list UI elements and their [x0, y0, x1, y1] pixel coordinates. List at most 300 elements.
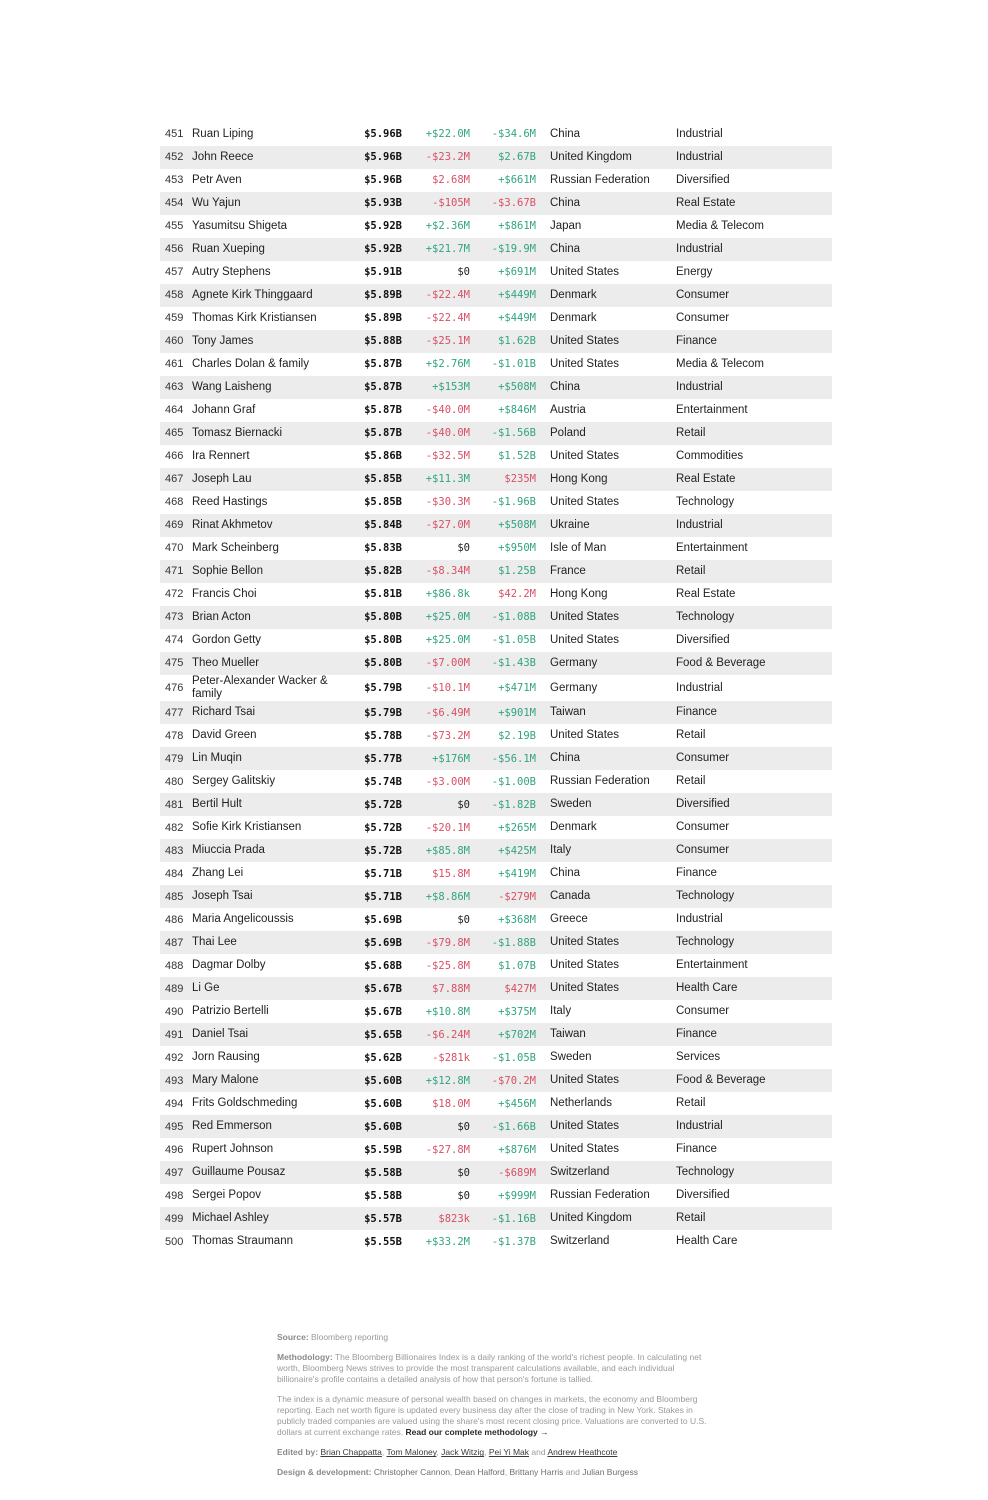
daily-change-cell: -$27.0M [425, 519, 470, 532]
ytd-change-cell: +$419M [498, 867, 536, 880]
daily-change-cell: $0 [457, 1166, 470, 1179]
industry-cell: Entertainment [676, 541, 748, 554]
country-cell: Canada [550, 890, 591, 903]
ytd-change-cell: +$950M [498, 542, 536, 555]
country-cell: United Kingdom [550, 1212, 632, 1225]
table-row[interactable] [160, 583, 832, 606]
daily-change-cell: -$6.49M [425, 706, 470, 719]
ytd-change-cell: +$661M [498, 174, 536, 187]
country-cell: China [550, 867, 581, 880]
industry-cell: Retail [676, 564, 706, 577]
footer [277, 1332, 709, 1487]
ytd-change-cell: $1.62B [498, 335, 536, 348]
net-worth-cell: $5.93B [364, 197, 402, 210]
rank-cell: 471 [165, 565, 184, 578]
ytd-change-cell: -$3.67B [491, 197, 536, 210]
ytd-change-cell: $1.52B [498, 450, 536, 463]
table-row[interactable] [160, 652, 832, 675]
ytd-change-cell: $42.2M [498, 588, 536, 601]
ytd-change-cell: +$846M [498, 404, 536, 417]
table-row[interactable] [160, 606, 832, 629]
name-cell: David Green [192, 729, 257, 742]
table-row[interactable] [160, 1023, 832, 1046]
table-row[interactable] [160, 537, 832, 560]
table-row[interactable] [160, 146, 832, 169]
rank-cell: 453 [165, 174, 184, 187]
table-row[interactable] [160, 1000, 832, 1023]
net-worth-cell: $5.71B [364, 867, 402, 880]
billionaires-table [160, 123, 832, 1253]
table-row[interactable] [160, 169, 832, 192]
rank-cell: 475 [165, 657, 184, 670]
designers-list: Christopher Cannon, Dean Halford, Brittany Harris and Julian Burgess [373, 1467, 638, 1478]
table-row[interactable] [160, 261, 832, 284]
table-row[interactable] [160, 1138, 832, 1161]
table-row[interactable] [160, 192, 832, 215]
ytd-change-cell: +$999M [498, 1189, 536, 1202]
industry-cell: Food & Beverage [676, 1074, 766, 1087]
industry-cell: Retail [676, 1212, 706, 1225]
net-worth-cell: $5.89B [364, 312, 402, 325]
net-worth-cell: $5.72B [364, 821, 402, 834]
daily-change-cell: -$281k [432, 1051, 470, 1064]
design-label: Design & development: [277, 1467, 372, 1478]
industry-cell: Finance [676, 1028, 717, 1041]
name-cell: Sergei Popov [192, 1189, 262, 1202]
table-row[interactable] [160, 491, 832, 514]
table-row[interactable] [160, 931, 832, 954]
name-cell: Guillaume Pousaz [192, 1166, 286, 1179]
table-row[interactable] [160, 724, 832, 747]
country-cell: China [550, 242, 581, 255]
name-cell: Ruan Liping [192, 127, 254, 140]
credit-name[interactable]: Andrew Heathcote [547, 1447, 618, 1458]
credit-name[interactable]: Brian Chappatta [320, 1447, 382, 1458]
net-worth-cell: $5.67B [364, 982, 402, 995]
rank-cell: 491 [165, 1028, 184, 1041]
daily-change-cell: $0 [457, 542, 470, 555]
industry-cell: Diversified [676, 1189, 730, 1202]
country-cell: Taiwan [550, 706, 586, 719]
table-row[interactable] [160, 954, 832, 977]
daily-change-cell: +$86.8k [425, 588, 470, 601]
industry-cell: Retail [676, 729, 706, 742]
net-worth-cell: $5.86B [364, 450, 402, 463]
rank-cell: 490 [165, 1005, 184, 1018]
daily-change-cell: $0 [457, 913, 470, 926]
rank-cell: 482 [165, 821, 184, 834]
rank-cell: 470 [165, 542, 184, 555]
country-cell: United States [550, 959, 620, 972]
net-worth-cell: $5.80B [364, 611, 402, 624]
editors-list: Brian Chappatta, Tom Maloney, Jack Witzig, Pei Yi Mak and Andrew Heathcote [320, 1447, 618, 1458]
name-cell: Petr Aven [192, 173, 242, 186]
ytd-change-cell: -$1.08B [491, 611, 536, 624]
country-cell: France [550, 564, 586, 577]
ytd-change-cell: -$1.96B [491, 496, 536, 509]
rank-cell: 485 [165, 890, 184, 903]
country-cell: Switzerland [550, 1235, 610, 1248]
industry-cell: Retail [676, 775, 706, 788]
daily-change-cell: -$3.00M [425, 775, 470, 788]
daily-change-cell: -$79.8M [425, 936, 470, 949]
net-worth-cell: $5.67B [364, 1005, 402, 1018]
rank-cell: 459 [165, 312, 184, 325]
daily-change-cell: $18.0M [432, 1097, 470, 1110]
industry-cell: Industrial [676, 681, 723, 694]
name-cell: Tomasz Biernacki [192, 426, 283, 439]
rank-cell: 478 [165, 729, 184, 742]
name-cell: Sofie Kirk Kristiansen [192, 821, 302, 834]
country-cell: United Kingdom [550, 150, 632, 163]
name-cell: Daniel Tsai [192, 1028, 249, 1041]
ytd-change-cell: $235M [504, 473, 536, 486]
daily-change-cell: +$8.86M [425, 890, 470, 903]
daily-change-cell: +$22.0M [425, 128, 470, 141]
name-cell: Reed Hastings [192, 495, 268, 508]
country-cell: Taiwan [550, 1028, 586, 1041]
credit-name: Dean Halford [454, 1467, 505, 1478]
industry-cell: Media & Telecom [676, 357, 764, 370]
industry-cell: Retail [676, 1097, 706, 1110]
name-cell: Zhang Lei [192, 867, 244, 880]
table-row[interactable] [160, 238, 832, 261]
industry-cell: Industrial [676, 150, 723, 163]
daily-change-cell: -$25.8M [425, 959, 470, 972]
country-cell: United States [550, 729, 620, 742]
country-cell: Hong Kong [550, 472, 608, 485]
ytd-change-cell: +$508M [498, 381, 536, 394]
ytd-change-cell: -$1.56B [491, 427, 536, 440]
daily-change-cell: -$40.0M [425, 427, 470, 440]
net-worth-cell: $5.85B [364, 496, 402, 509]
ytd-change-cell: +$691M [498, 266, 536, 279]
ytd-change-cell: +$508M [498, 519, 536, 532]
name-cell: Mary Malone [192, 1074, 259, 1087]
rank-cell: 455 [165, 220, 184, 233]
table-row[interactable] [160, 839, 832, 862]
rank-cell: 497 [165, 1166, 184, 1179]
rank-cell: 476 [165, 681, 184, 694]
table-row[interactable] [160, 307, 832, 330]
industry-cell: Entertainment [676, 403, 748, 416]
name-cell: Francis Choi [192, 587, 257, 600]
industry-cell: Commodities [676, 449, 744, 462]
daily-change-cell: +$21.7M [425, 243, 470, 256]
rank-cell: 458 [165, 289, 184, 302]
table-row[interactable] [160, 1046, 832, 1069]
table-row[interactable] [160, 862, 832, 885]
daily-change-cell: -$25.1M [425, 335, 470, 348]
country-cell: United States [550, 936, 620, 949]
country-cell: Netherlands [550, 1097, 613, 1110]
daily-change-cell: $0 [457, 1189, 470, 1202]
net-worth-cell: $5.60B [364, 1097, 402, 1110]
table-row[interactable] [160, 399, 832, 422]
source-label: Source: [277, 1332, 309, 1342]
daily-change-cell: +$11.3M [425, 473, 470, 486]
name-cell: Miuccia Prada [192, 844, 265, 857]
daily-change-cell: -$73.2M [425, 729, 470, 742]
ytd-change-cell: +$456M [498, 1097, 536, 1110]
industry-cell: Finance [676, 334, 717, 347]
name-cell: Yasumitsu Shigeta [192, 219, 288, 232]
table-row[interactable] [160, 445, 832, 468]
daily-change-cell: $2.68M [432, 174, 470, 187]
name-cell: Rupert Johnson [192, 1143, 274, 1156]
name-cell: Maria Angelicoussis [192, 913, 294, 926]
table-row[interactable] [160, 1115, 832, 1138]
country-cell: Germany [550, 656, 598, 669]
daily-change-cell: $0 [457, 266, 470, 279]
industry-cell: Technology [676, 610, 735, 623]
rank-cell: 467 [165, 473, 184, 486]
net-worth-cell: $5.92B [364, 220, 402, 233]
net-worth-cell: $5.91B [364, 266, 402, 279]
rank-cell: 479 [165, 752, 184, 765]
net-worth-cell: $5.74B [364, 775, 402, 788]
daily-change-cell: -$20.1M [425, 821, 470, 834]
name-cell: Thomas Kirk Kristiansen [192, 311, 317, 324]
ytd-change-cell: -$70.2M [491, 1074, 536, 1087]
net-worth-cell: $5.89B [364, 289, 402, 302]
industry-cell: Industrial [676, 518, 723, 531]
ytd-change-cell: +$861M [498, 220, 536, 233]
industry-cell: Industrial [676, 380, 723, 393]
net-worth-cell: $5.57B [364, 1212, 402, 1225]
name-cell: Agnete Kirk Thinggaard [192, 288, 313, 301]
daily-change-cell: -$7.00M [425, 657, 470, 670]
table-row[interactable] [160, 468, 832, 491]
name-cell: Red Emmerson [192, 1120, 272, 1133]
country-cell: Japan [550, 219, 582, 232]
name-cell: Thai Lee [192, 936, 237, 949]
daily-change-cell: $7.88M [432, 982, 470, 995]
rank-cell: 483 [165, 844, 184, 857]
ytd-change-cell: -$1.05B [491, 1051, 536, 1064]
ytd-change-cell: +$265M [498, 821, 536, 834]
table-row[interactable] [160, 1092, 832, 1115]
ytd-change-cell: -$1.37B [491, 1235, 536, 1248]
ytd-change-cell: +$368M [498, 913, 536, 926]
table-row[interactable] [160, 1230, 832, 1253]
name-cell: Mark Scheinberg [192, 541, 279, 554]
net-worth-cell: $5.87B [364, 427, 402, 440]
country-cell: Russian Federation [550, 1189, 650, 1202]
table-row[interactable] [160, 1207, 832, 1230]
country-cell: Germany [550, 681, 598, 694]
rank-cell: 469 [165, 519, 184, 532]
industry-cell: Technology [676, 890, 735, 903]
daily-change-cell: +$10.8M [425, 1005, 470, 1018]
table-row[interactable] [160, 1184, 832, 1207]
net-worth-cell: $5.85B [364, 473, 402, 486]
credit-name[interactable]: Jack Witzig [441, 1447, 485, 1458]
name-cell: Joseph Tsai [192, 890, 253, 903]
industry-cell: Retail [676, 426, 706, 439]
name-cell: John Reece [192, 150, 254, 163]
net-worth-cell: $5.60B [364, 1120, 402, 1133]
name-cell: Autry Stephens [192, 265, 271, 278]
rank-cell: 474 [165, 634, 184, 647]
ytd-change-cell: -$1.16B [491, 1212, 536, 1225]
ytd-change-cell: -$1.88B [491, 936, 536, 949]
table-row[interactable] [160, 629, 832, 652]
table-row[interactable] [160, 353, 832, 376]
ytd-change-cell: $1.07B [498, 959, 536, 972]
industry-cell: Real Estate [676, 196, 736, 209]
methodology-label: Methodology: [277, 1352, 333, 1363]
table-row[interactable] [160, 284, 832, 307]
country-cell: United States [550, 357, 620, 370]
table-row[interactable] [160, 376, 832, 399]
ytd-change-cell: -$1.01B [491, 358, 536, 371]
industry-cell: Consumer [676, 821, 730, 834]
industry-cell: Health Care [676, 982, 738, 995]
table-row[interactable] [160, 1161, 832, 1184]
name-cell: Bertil Hult [192, 798, 242, 811]
daily-change-cell: -$30.3M [425, 496, 470, 509]
ytd-change-cell: -$1.00B [491, 775, 536, 788]
name-cell: Sophie Bellon [192, 564, 263, 577]
net-worth-cell: $5.78B [364, 729, 402, 742]
methodology-paragraph [277, 1352, 709, 1385]
ytd-change-cell: $427M [504, 982, 536, 995]
table-row[interactable] [160, 885, 832, 908]
table-row[interactable] [160, 1069, 832, 1092]
rank-cell: 472 [165, 588, 184, 601]
country-cell: Denmark [550, 288, 597, 301]
table-row[interactable] [160, 422, 832, 445]
methodology-link[interactable]: Read our complete methodology [405, 1427, 538, 1438]
table-row[interactable] [160, 816, 832, 839]
table-row[interactable] [160, 215, 832, 238]
name-cell: Rinat Akhmetov [192, 518, 273, 531]
industry-cell: Health Care [676, 1235, 738, 1248]
table-row[interactable] [160, 747, 832, 770]
industry-cell: Diversified [676, 173, 730, 186]
ytd-change-cell: -$689M [498, 1166, 536, 1179]
credit-name[interactable]: Pei Yi Mak [488, 1447, 530, 1458]
net-worth-cell: $5.79B [364, 682, 402, 695]
rank-cell: 466 [165, 450, 184, 463]
daily-change-cell: +$2.36M [425, 220, 470, 233]
rank-cell: 484 [165, 867, 184, 880]
table-row[interactable] [160, 560, 832, 583]
index-text: The index is a dynamic measure of personal wealth based on changes in markets, the economy and Bloomberg reporting. Each net worth figure is updated every business day after the close of trading in New York. Stakes in publicly traded companies are valued using the share's most recent closing price. Valuations are converted to U.S. dollars at current exchange rates. [277, 1394, 707, 1438]
net-worth-cell: $5.87B [364, 404, 402, 417]
net-worth-cell: $5.87B [364, 381, 402, 394]
net-worth-cell: $5.79B [364, 706, 402, 719]
name-cell: Thomas Straumann [192, 1235, 293, 1248]
table-row[interactable] [160, 123, 832, 146]
name-cell: Jorn Rausing [192, 1051, 260, 1064]
table-row[interactable] [160, 330, 832, 353]
rank-cell: 500 [165, 1235, 184, 1248]
daily-change-cell: -$6.24M [425, 1028, 470, 1041]
industry-cell: Media & Telecom [676, 219, 764, 232]
daily-change-cell: +$85.8M [425, 844, 470, 857]
country-cell: Russian Federation [550, 775, 650, 788]
industry-cell: Food & Beverage [676, 656, 766, 669]
country-cell: Italy [550, 1005, 572, 1018]
table-row[interactable] [160, 908, 832, 931]
country-cell: United States [550, 265, 620, 278]
ytd-change-cell: $1.25B [498, 565, 536, 578]
rank-cell: 464 [165, 404, 184, 417]
name-cell: Lin Muqin [192, 752, 242, 765]
source-line [277, 1332, 709, 1343]
index-paragraph [277, 1394, 709, 1438]
country-cell: Denmark [550, 311, 597, 324]
net-worth-cell: $5.68B [364, 959, 402, 972]
credit-name[interactable]: Tom Maloney [386, 1447, 437, 1458]
methodology-text: The Bloomberg Billionaires Index is a daily ranking of the world's richest people. In calculating net worth, Bloomberg News strives to provide the most transparent calculations available, and each individual billionaire's profile contains a detailed analysis of how that person's fortune is tallied. [277, 1352, 702, 1385]
rank-cell: 468 [165, 496, 184, 509]
ytd-change-cell: -$19.9M [491, 243, 536, 256]
industry-cell: Industrial [676, 242, 723, 255]
industry-cell: Services [676, 1051, 721, 1064]
net-worth-cell: $5.80B [364, 634, 402, 647]
source-text: Bloomberg reporting [311, 1332, 389, 1342]
country-cell: Poland [550, 426, 586, 439]
industry-cell: Technology [676, 1166, 735, 1179]
table-row[interactable] [160, 675, 832, 701]
net-worth-cell: $5.96B [364, 128, 402, 141]
ytd-change-cell: -$279M [498, 890, 536, 903]
net-worth-cell: $5.72B [364, 844, 402, 857]
rank-cell: 461 [165, 358, 184, 371]
net-worth-cell: $5.80B [364, 657, 402, 670]
country-cell: Isle of Man [550, 541, 607, 554]
name-cell: Brian Acton [192, 610, 251, 623]
net-worth-cell: $5.72B [364, 798, 402, 811]
country-cell: Denmark [550, 821, 597, 834]
country-cell: China [550, 127, 581, 140]
name-cell: Joseph Lau [192, 472, 252, 485]
country-cell: Russian Federation [550, 173, 650, 186]
table-row[interactable] [160, 977, 832, 1000]
industry-cell: Industrial [676, 127, 723, 140]
ytd-change-cell: +$876M [498, 1143, 536, 1156]
net-worth-cell: $5.60B [364, 1074, 402, 1087]
industry-cell: Real Estate [676, 587, 736, 600]
daily-change-cell: +$25.0M [425, 611, 470, 624]
industry-cell: Consumer [676, 288, 730, 301]
industry-cell: Diversified [676, 633, 730, 646]
table-row[interactable] [160, 514, 832, 537]
ytd-change-cell: -$1.82B [491, 798, 536, 811]
country-cell: China [550, 196, 581, 209]
name-cell: Frits Goldschmeding [192, 1097, 298, 1110]
ytd-change-cell: +$449M [498, 289, 536, 302]
rank-cell: 486 [165, 913, 184, 926]
industry-cell: Diversified [676, 798, 730, 811]
table-row[interactable] [160, 701, 832, 724]
industry-cell: Entertainment [676, 959, 748, 972]
daily-change-cell: -$23.2M [425, 151, 470, 164]
daily-change-cell: -$27.8M [425, 1143, 470, 1156]
net-worth-cell: $5.71B [364, 890, 402, 903]
industry-cell: Technology [676, 936, 735, 949]
ytd-change-cell: -$1.05B [491, 634, 536, 647]
industry-cell: Real Estate [676, 472, 736, 485]
country-cell: United States [550, 334, 620, 347]
table-row[interactable] [160, 770, 832, 793]
table-row[interactable] [160, 793, 832, 816]
rank-cell: 499 [165, 1212, 184, 1225]
net-worth-cell: $5.55B [364, 1235, 402, 1248]
